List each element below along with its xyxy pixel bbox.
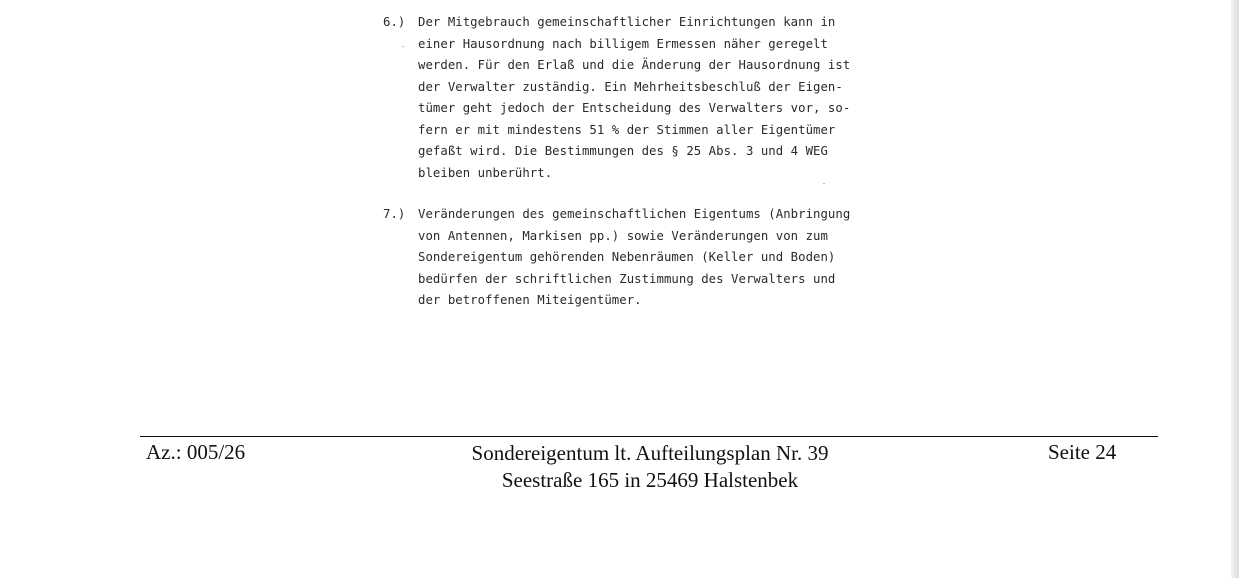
text-line: bleiben unberührt. [418,165,553,180]
text-line: Veränderungen des gemeinschaftlichen Eigentums (Anbringung [418,207,851,221]
text-line: bedürfen der schriftlichen Zustimmung des Verwalters und [418,271,836,286]
footer-divider [140,436,1158,437]
footer-title [340,440,960,494]
text-line: von Antennen, Markisen pp.) sowie Veränderungen von zum [418,228,828,243]
clause-text [418,12,850,184]
text-line: tümer geht jedoch der Entscheidung des Verwalters vor, so- [418,101,851,115]
file-reference: Az.: 005/26 [146,440,246,464]
scan-speck [402,46,404,47]
text-line: Der Mitgebrauch gemeinschaftlicher Einrichtungen kann in [418,15,836,29]
text-line: der betroffenen Miteigentümer. [418,293,642,307]
footer-address-line: Seestraße 165 in 25469 Halstenbek [501,468,799,492]
scan-speck [823,183,825,184]
text-line: Sondereigentum gehörenden Nebenräumen (Keller und Boden) [418,250,836,264]
clause-number: 6.) [383,15,406,29]
text-line: einer Hausordnung nach billigem Ermessen näher geregelt [418,36,828,51]
clause-text [418,204,850,312]
text-line: werden. Für den Erlaß und die Änderung der Hausordnung ist [418,58,851,72]
clause-number: 7.) [383,207,406,221]
text-line: gefaßt wird. Die Bestimmungen des § 25 Abs. 3 und 4 WEG [418,144,828,158]
page-number: Seite 24 [1048,440,1117,464]
scan-edge [1231,0,1239,578]
footer-title-line: Sondereigentum lt. Aufteilungsplan Nr. 39 [471,441,829,465]
text-line: der Verwalter zuständig. Ein Mehrheitsbeschluß der Eigen- [418,79,843,94]
text-line: fern er mit mindestens 51 % der Stimmen aller Eigentümer [418,122,836,137]
